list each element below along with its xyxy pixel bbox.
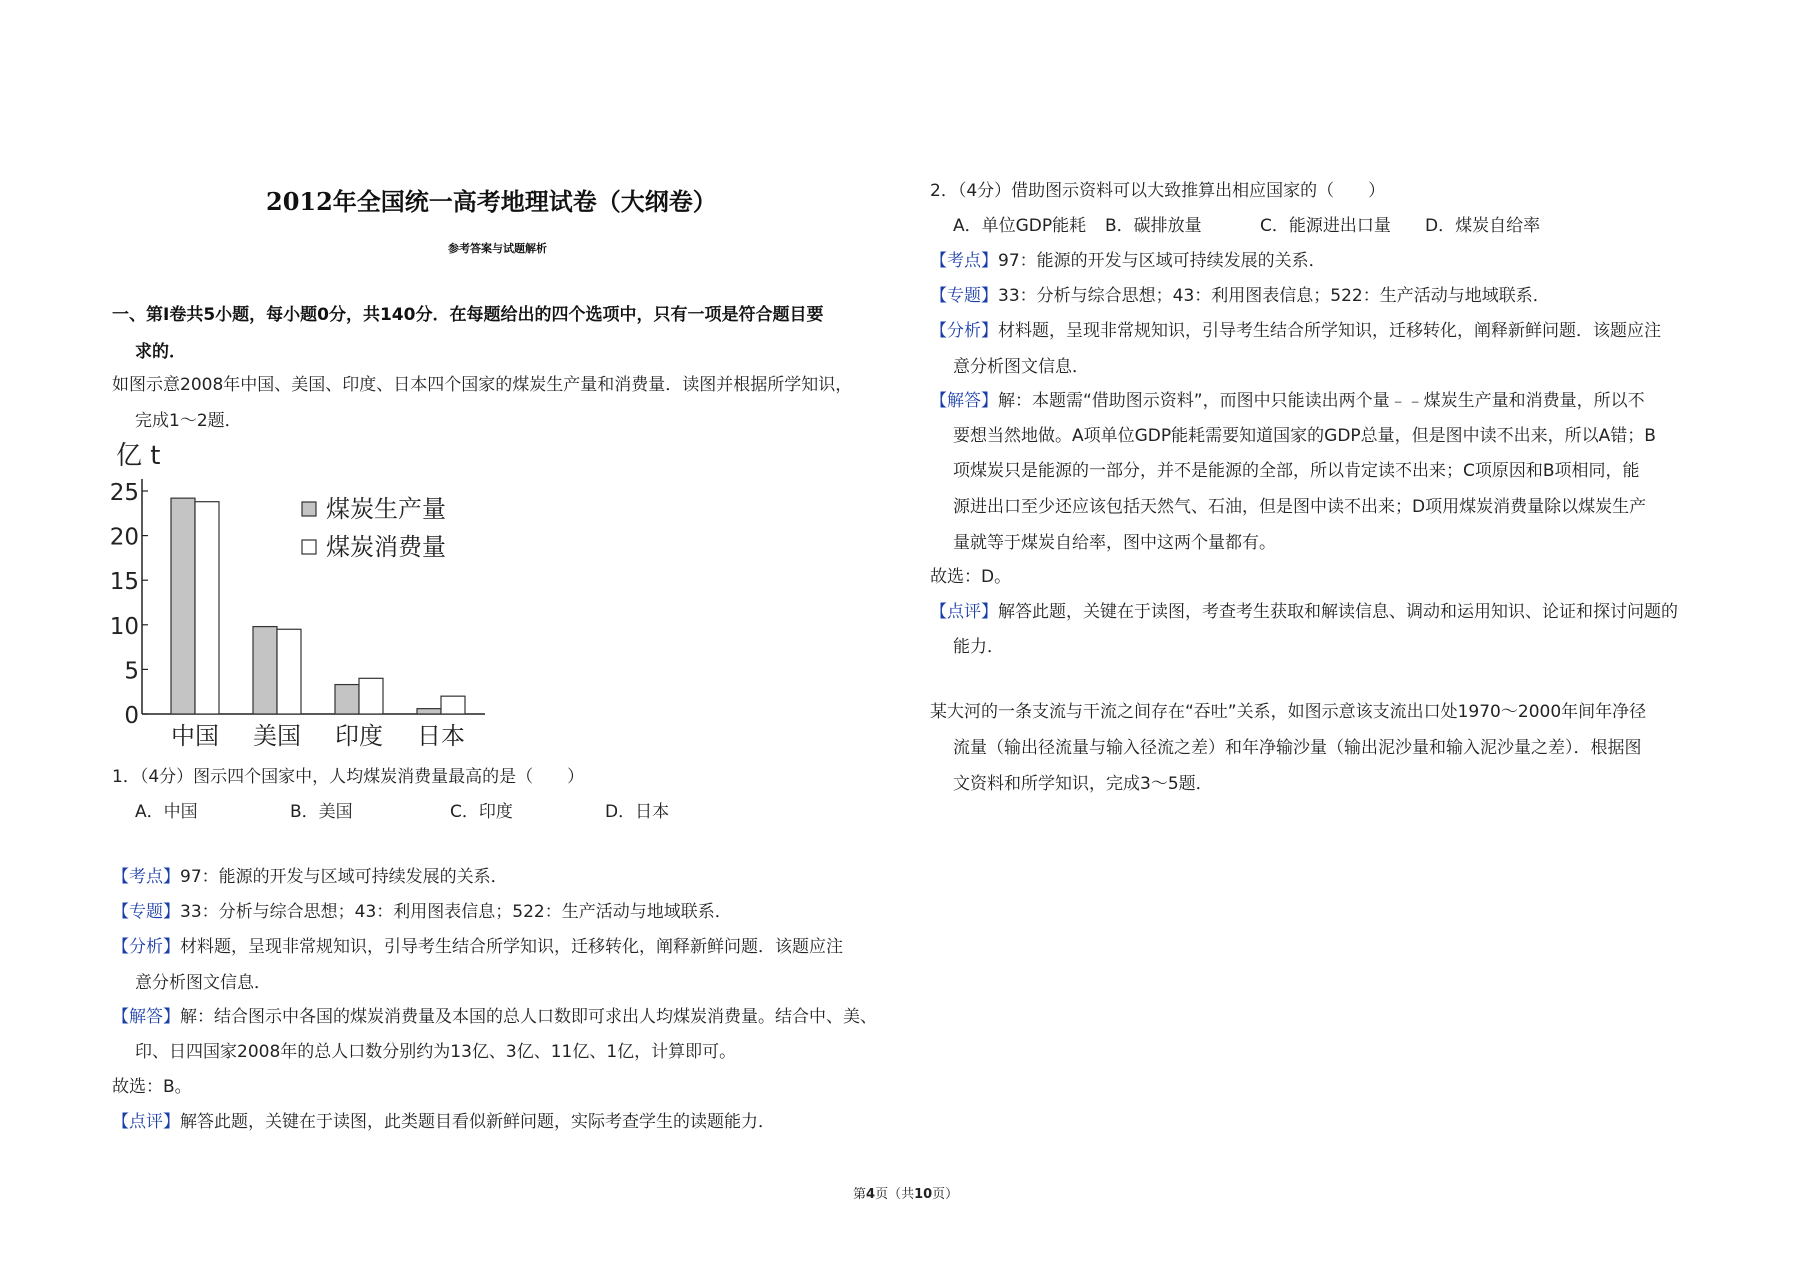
q1-jieda-line2: 印、日四国家2008年的总人口数分别约为13亿、3亿、11亿、1亿，计算即可。 — [135, 1042, 737, 1062]
q1-option-c: C．印度 — [450, 802, 513, 822]
q2-fenxi-line2: 意分析图文信息． — [953, 357, 1089, 377]
q2-fenxi-tag: 【分析】 — [930, 321, 998, 341]
q2-dianping-text: 解答此题，关键在于读图，考查考生获取和解读信息、调动和运用知识、论证和探讨问题的 — [998, 602, 1678, 622]
next-intro-line1: 某大河的一条支流与干流之间存在“吞吐”关系，如图示意该支流出口处1970～2000年间年净径 — [930, 702, 1647, 722]
x-category-label: 印度 — [335, 722, 383, 750]
y-tick-label: 0 — [124, 703, 139, 729]
q2-option-c: C．能源进出口量 — [1260, 216, 1391, 236]
q2-jieda-line4: 源进出口至少还应该包括天然气、石油，但是图中读不出来；D项用煤炭消费量除以煤炭生产 — [953, 497, 1647, 517]
bar-production — [417, 709, 441, 714]
bar-consumption — [359, 678, 383, 714]
q2-jieda-text: 解：本题需“借助图示资料”，而图中只能读出两个量﹣﹣煤炭生产量和消费量，所以不 — [998, 391, 1645, 411]
chart-bars — [171, 498, 465, 714]
footer-middle: 页（共 — [875, 1187, 915, 1202]
q1-jieda — [112, 1002, 877, 1027]
q2-dianping-line2: 能力． — [953, 637, 1004, 657]
q1-option-b: B．美国 — [290, 802, 353, 822]
q2-kaodian-text: 97：能源的开发与区域可持续发展的关系． — [998, 251, 1326, 271]
bar-consumption — [277, 629, 301, 714]
legend-label: 煤炭生产量 — [326, 495, 446, 523]
q2-jieda-line2: 要想当然地做。A项单位GDP能耗需要知道国家的GDP总量，但是图中读不出来，所以A错；B — [953, 426, 1656, 446]
page-footer — [853, 1183, 958, 1202]
x-category-label: 美国 — [253, 722, 301, 750]
q1-stem: 1．（4分）图示四个国家中，人均煤炭消费量最高的是（ ） — [112, 767, 585, 787]
q2-zhuanti-tag: 【专题】 — [930, 286, 998, 306]
y-tick-label: 15 — [109, 569, 139, 596]
q2-option-b: B．碳排放量 — [1105, 216, 1202, 236]
y-tick-label: 5 — [124, 658, 139, 685]
footer-suffix: 页） — [932, 1187, 959, 1202]
q2-kaodian — [930, 246, 1326, 271]
legend-swatch — [302, 540, 316, 554]
q2-zhuanti — [930, 281, 1550, 306]
chart-legend — [302, 495, 446, 561]
q2-answer: 故选：D。 — [930, 567, 1012, 587]
q1-zhuanti-tag: 【专题】 — [112, 902, 180, 922]
q1-fenxi-tag: 【分析】 — [112, 937, 180, 957]
q1-option-d: D．日本 — [605, 802, 670, 822]
bar-production — [335, 685, 359, 714]
chart-categories — [171, 722, 465, 750]
q2-jieda — [930, 386, 1645, 411]
chart-unit-label: 亿 t — [116, 441, 161, 471]
bar-consumption — [195, 502, 219, 714]
page-title: 2012年全国统一高考地理试卷（大纲卷） — [266, 187, 717, 216]
q2-dianping-tag: 【点评】 — [930, 602, 998, 622]
q2-option-a: A．单位GDP能耗 — [953, 216, 1087, 236]
q1-dianping — [112, 1107, 775, 1132]
q1-kaodian-tag: 【考点】 — [112, 867, 180, 887]
intro-line1: 如图示意2008年中国、美国、印度、日本四个国家的煤炭生产量和消费量．读图并根据所学知识， — [112, 375, 853, 395]
q1-fenxi-text: 材料题，呈现非常规知识，引导考生结合所学知识，迁移转化，阐释新鲜问题．该题应注 — [180, 937, 843, 957]
q1-dianping-text: 解答此题，关键在于读图，此类题目看似新鲜问题，实际考查学生的读题能力． — [180, 1112, 775, 1132]
q1-jieda-tag: 【解答】 — [112, 1007, 180, 1027]
q2-option-d: D．煤炭自给率 — [1425, 216, 1541, 236]
section-heading-line1: 一、第Ⅰ卷共5小题，每小题0分，共140分．在每题给出的四个选项中，只有一项是符合题目要 — [112, 305, 824, 325]
footer-page-number: 4 — [866, 1187, 876, 1202]
y-tick-label: 20 — [109, 524, 139, 551]
q1-option-a: A．中国 — [135, 802, 198, 822]
intro-line2: 完成1～2题． — [135, 411, 242, 431]
q1-zhuanti — [112, 897, 732, 922]
q2-jieda-tag: 【解答】 — [930, 391, 998, 411]
next-intro-line2: 流量（输出径流量与输入径流之差）和年净输沙量（输出泥沙量和输入泥沙量之差）．根据图 — [953, 738, 1642, 758]
q1-dianping-tag: 【点评】 — [112, 1112, 180, 1132]
x-category-label: 日本 — [417, 722, 465, 750]
q2-fenxi-text: 材料题，呈现非常规知识，引导考生结合所学知识，迁移转化，阐释新鲜问题．该题应注 — [998, 321, 1661, 341]
bar-production — [253, 627, 277, 714]
q1-kaodian-text: 97：能源的开发与区域可持续发展的关系． — [180, 867, 508, 887]
q1-answer: 故选：B。 — [112, 1077, 192, 1097]
y-tick-label: 25 — [109, 480, 139, 506]
q1-kaodian — [112, 862, 508, 887]
q2-stem: 2．（4分）借助图示资料可以大致推算出相应国家的（ ） — [930, 181, 1386, 201]
q1-fenxi-line2: 意分析图文信息． — [135, 973, 271, 993]
x-category-label: 中国 — [171, 722, 219, 750]
q1-fenxi — [112, 932, 843, 957]
q2-fenxi — [930, 316, 1661, 341]
q2-dianping — [930, 597, 1678, 622]
next-intro-line3: 文资料和所学知识，完成3～5题． — [953, 774, 1213, 794]
q2-kaodian-tag: 【考点】 — [930, 251, 998, 271]
legend-label: 煤炭消费量 — [326, 533, 446, 561]
q2-jieda-line3: 项煤炭只是能源的一部分，并不是能源的全部，所以肯定读不出来；C项原因和B项相同，能 — [953, 461, 1640, 481]
legend-swatch — [302, 502, 316, 516]
page-subtitle: 参考答案与试题解析 — [448, 242, 547, 255]
bar-consumption — [441, 696, 465, 714]
coal-bar-chart — [100, 436, 500, 751]
footer-prefix: 第 — [853, 1187, 867, 1202]
bar-production — [171, 498, 195, 714]
q1-jieda-text: 解：结合图示中各国的煤炭消费量及本国的总人口数即可求出人均煤炭消费量。结合中、美、 — [180, 1007, 877, 1027]
section-heading-line2: 求的． — [135, 342, 186, 362]
q2-jieda-line5: 量就等于煤炭自给率，图中这两个量都有。 — [953, 533, 1276, 553]
q2-zhuanti-text: 33：分析与综合思想；43：利用图表信息；522：生产活动与地域联系． — [998, 286, 1550, 306]
q1-zhuanti-text: 33：分析与综合思想；43：利用图表信息；522：生产活动与地域联系． — [180, 902, 732, 922]
footer-total-pages: 10 — [914, 1187, 933, 1202]
y-tick-label: 10 — [109, 613, 139, 640]
